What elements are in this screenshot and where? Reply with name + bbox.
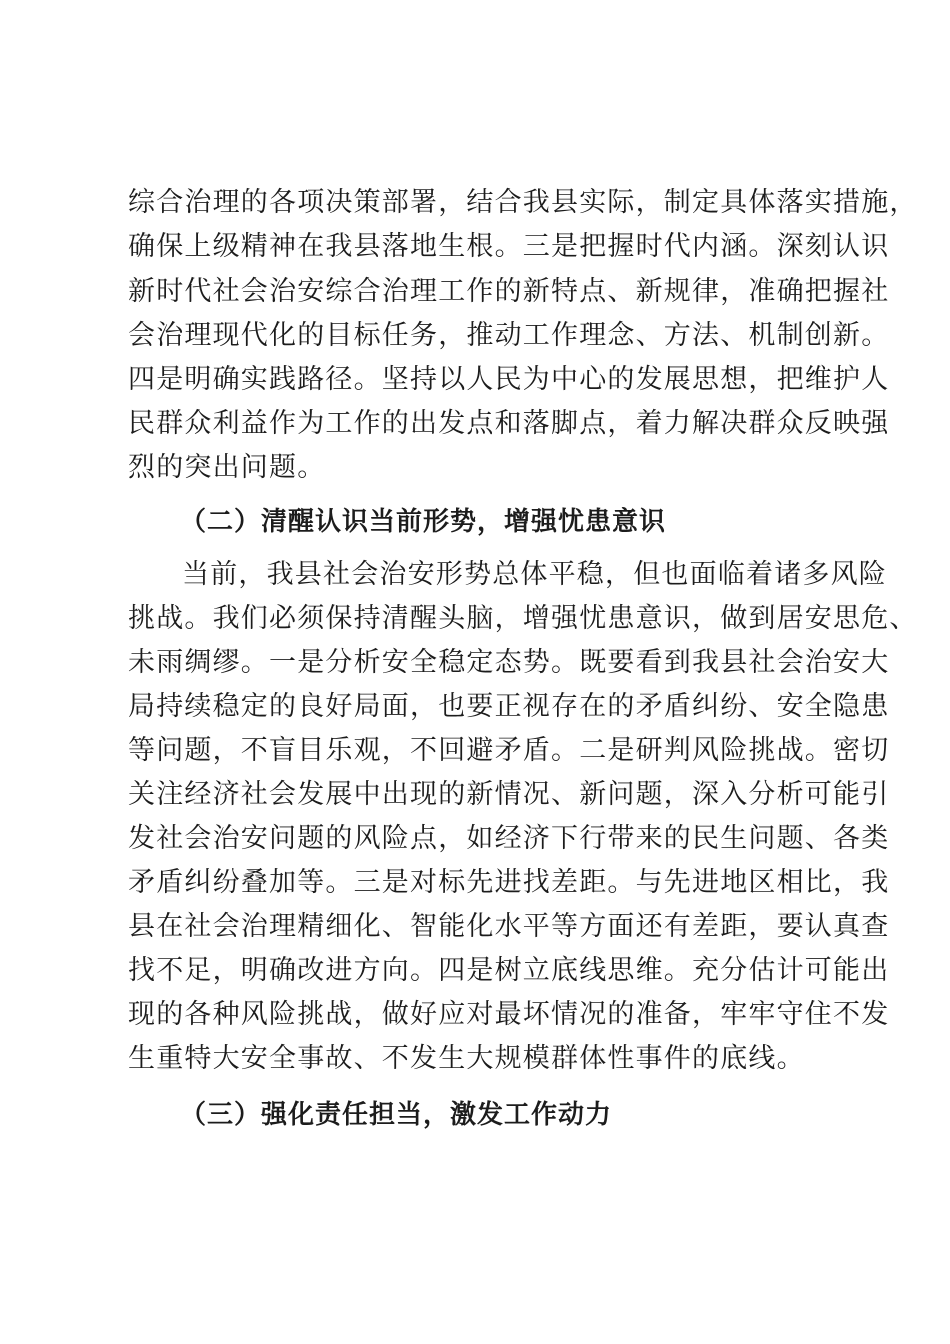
- paragraph-2-line-2: 挑战。我们必须保持清醒头脑，增强忧患意识，做到居安思危、: [128, 603, 918, 634]
- paragraph-2-line-10: 找不足，明确改进方向。四是树立底线思维。充分估计可能出: [128, 955, 890, 986]
- paragraph-1-line-5: 四是明确实践路径。坚持以人民为中心的发展思想，把维护人: [128, 364, 890, 395]
- section-heading-3: （三）强化责任担当，激发工作动力: [180, 1100, 613, 1130]
- paragraph-2-line-7: 发社会治安问题的风险点，如经济下行带来的民生问题、各类: [128, 823, 890, 854]
- paragraph-2-line-4: 局持续稳定的良好局面，也要正视存在的矛盾纠纷、安全隐患: [128, 691, 890, 722]
- paragraph-1-line-2: 确保上级精神在我县落地生根。三是把握时代内涵。深刻认识: [128, 231, 890, 262]
- paragraph-1-line-6: 民群众利益作为工作的出发点和落脚点，着力解决群众反映强: [128, 408, 890, 439]
- paragraph-2-line-6: 关注经济社会发展中出现的新情况、新问题，深入分析可能引: [128, 779, 890, 810]
- paragraph-2-line-9: 县在社会治理精细化、智能化水平等方面还有差距，要认真查: [128, 911, 890, 942]
- paragraph-2-line-12: 生重特大安全事故、不发生大规模群体性事件的底线。: [128, 1043, 805, 1074]
- paragraph-1-line-7: 烈的突出问题。: [128, 452, 326, 483]
- paragraph-1-line-3: 新时代社会治安综合治理工作的新特点、新规律，准确把握社: [128, 276, 890, 307]
- section-heading-2: （二）清醒认识当前形势，增强忧患意识: [180, 507, 667, 537]
- paragraph-2-line-5: 等问题，不盲目乐观，不回避矛盾。二是研判风险挑战。密切: [128, 735, 890, 766]
- paragraph-2-line-3: 未雨绸缪。一是分析安全稳定态势。既要看到我县社会治安大: [128, 647, 890, 678]
- paragraph-2-line-1: 当前，我县社会治安形势总体平稳，但也面临着诸多风险: [182, 559, 887, 590]
- paragraph-1-line-4: 会治理现代化的目标任务，推动工作理念、方法、机制创新。: [128, 320, 890, 351]
- paragraph-2-line-8: 矛盾纠纷叠加等。三是对标先进找差距。与先进地区相比，我: [128, 867, 890, 898]
- paragraph-2-line-11: 现的各种风险挑战，做好应对最坏情况的准备，牢牢守住不发: [128, 999, 890, 1030]
- paragraph-1-line-1: 综合治理的各项决策部署，结合我县实际，制定具体落实措施，: [128, 187, 918, 218]
